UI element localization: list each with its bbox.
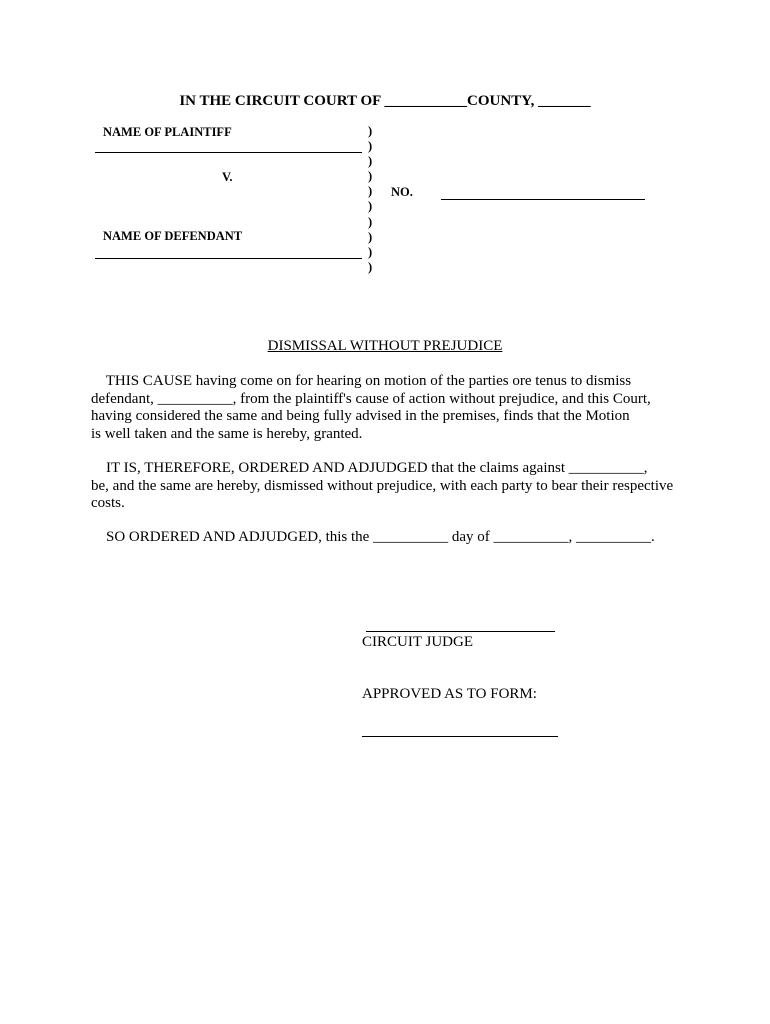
court-title: IN THE CIRCUIT COURT OF ___________COUNTY, _______ (179, 93, 591, 109)
document-title: DISMISSAL WITHOUT PREJUDICE (267, 338, 503, 354)
paragraph-line: SO ORDERED AND ADJUDGED, this the __________ day of __________, __________. (91, 529, 655, 545)
caption-parentheses: ) ) ) ) ) ) ) ) ) ) (368, 124, 373, 274)
circuit-judge-label: CIRCUIT JUDGE (362, 634, 473, 650)
paragraph-line: be, and the same are hereby, dismissed without prejudice, with each party to bear their respective (91, 477, 674, 494)
paragraph-line: IT IS, THEREFORE, ORDERED AND ADJUDGED that the claims against __________, (91, 460, 648, 476)
plaintiff-name-line (95, 152, 362, 153)
defendant-label: NAME OF DEFENDANT (103, 229, 243, 243)
case-number-line (441, 199, 645, 200)
paragraph-line: is well taken and the same is hereby, granted. (91, 425, 363, 442)
judge-signature-line (366, 631, 555, 632)
versus-label: V. (222, 170, 233, 184)
paragraph-so-ordered (91, 529, 691, 547)
paragraph-line: defendant, __________, from the plaintiff's cause of action without prejudice, and this Court, (91, 390, 651, 407)
defendant-name-line (95, 258, 362, 259)
paragraph-line: THIS CAUSE having come on for hearing on motion of the parties ore tenus to dismiss (91, 373, 632, 389)
case-number-label: NO. (391, 185, 413, 199)
approval-signature-line (362, 736, 558, 737)
plaintiff-label: NAME OF PLAINTIFF (103, 125, 232, 139)
paragraph-line: costs. (91, 495, 125, 511)
approved-as-to-form-label: APPROVED AS TO FORM: (362, 686, 537, 702)
paragraph-ordered (91, 460, 691, 513)
paragraph-cause (91, 373, 691, 443)
paragraph-line: having considered the same and being fully advised in the premises, finds that the Motion (91, 408, 630, 424)
